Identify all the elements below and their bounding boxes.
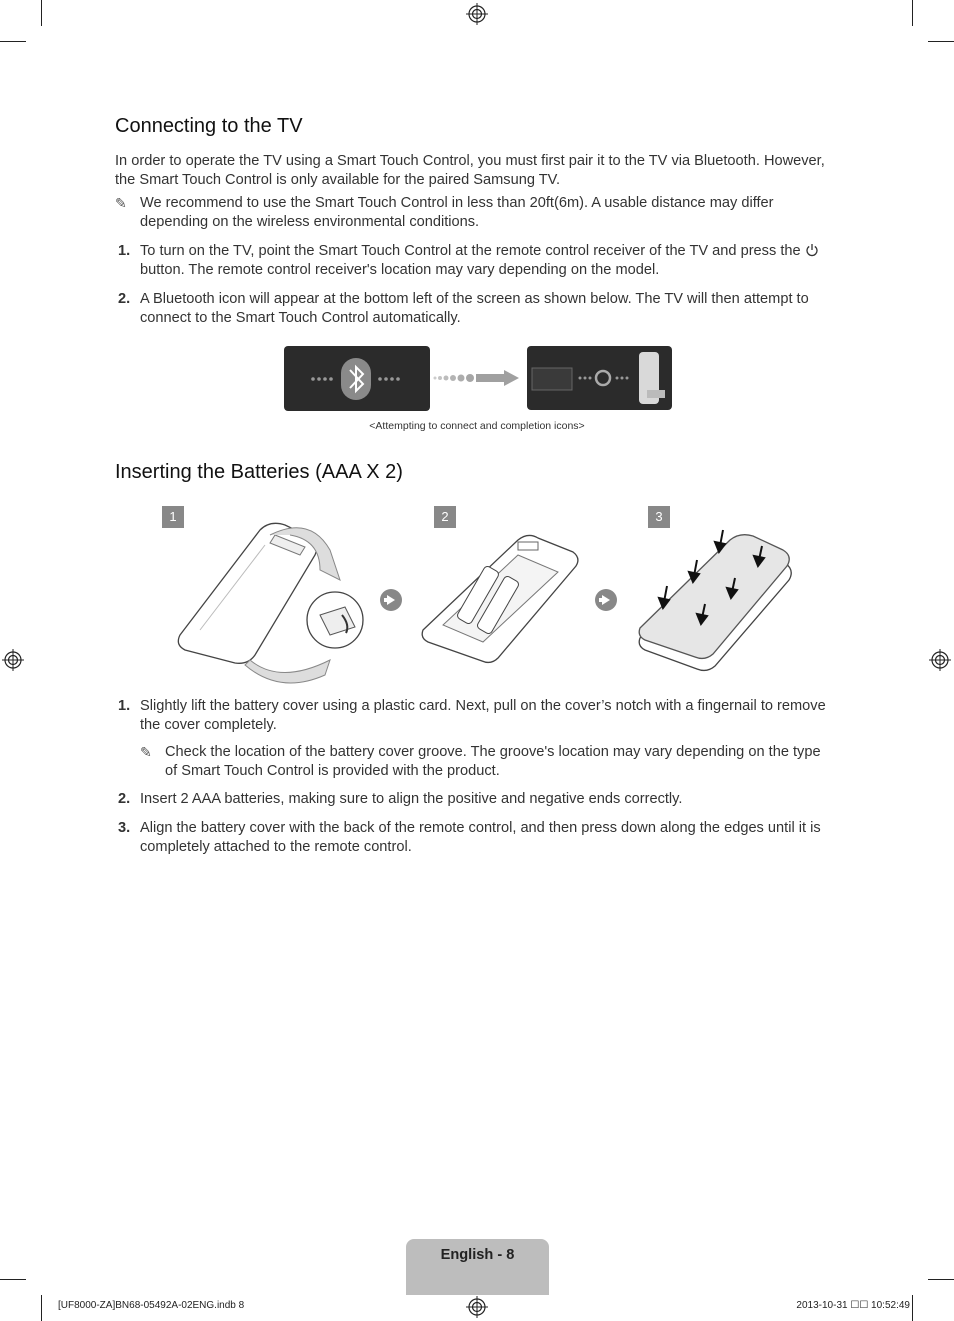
note-text: Check the location of the battery cover groove. The groove's location may vary depending on the type of Smart Touch Control is provided with the product. [165,744,821,779]
step-text-part: To turn on the TV, point the Smart Touch Control at the remote control receiver of the TV and press the [140,243,801,259]
step-text [140,242,835,280]
step-1 [115,242,835,282]
completed-panel [527,346,672,410]
registration-mark-icon [929,649,951,671]
step-number: 1. [118,698,131,714]
step-2 [115,290,835,330]
step-text: A Bluetooth icon will appear at the bottom left of the screen as shown below. The TV will then attempt to connect to the Smart Touch Control automatically. [140,291,809,326]
power-icon [805,243,819,257]
arrow-right-circle-icon [594,588,618,612]
replace-cover-illustration [635,528,800,673]
note-groove [140,743,835,781]
print-slug-date: 2013-10-31 ☐☐ 10:52:49 [796,1300,910,1311]
crop-mark [912,0,913,26]
intro-paragraph: In order to operate the TV using a Smart Touch Control, you must first pair it to the TV via Bluetooth. However, the Smart Touch Control is only available for the paired Samsung TV. [115,153,825,188]
step-number: 2. [118,291,131,307]
crop-mark [0,1279,26,1280]
battery-step-1 [115,697,835,737]
arrow-right-icon [432,369,520,387]
crop-mark [41,0,42,26]
note-distance [115,194,840,232]
step-number: 2. [118,791,131,807]
note-text: We recommend to use the Smart Touch Control in less than 20ft(6m). A usable distance may differ depending on the wireless environmental conditions. [140,195,774,230]
insert-batteries-illustration [418,530,583,665]
crop-mark [928,1279,954,1280]
page-number-label: English - 8 [440,1247,515,1263]
registration-mark-icon [466,1296,488,1318]
step-number: 1. [118,243,131,259]
print-slug-file: [UF8000-ZA]BN68-05492A-02ENG.indb 8 [58,1300,245,1311]
step-text: Slightly lift the battery cover using a plastic card. Next, pull on the cover’s notch with a fingernail to remove the cover completely. [140,698,826,733]
step-text: Insert 2 AAA batteries, making sure to align the positive and negative ends correctly. [140,791,683,807]
crop-mark [912,1295,913,1321]
crop-mark [0,41,26,42]
section-title-connecting: Connecting to the TV [115,115,303,137]
battery-step-3 [115,819,835,859]
figure-caption: <Attempting to connect and completion icons> [369,420,585,432]
step-text: Align the battery cover with the back of the remote control, and then press down along the edges until it is completely attached to the remote control. [140,820,821,855]
pencil-note-icon: ✎ [115,195,127,211]
bluetooth-icon [284,346,430,411]
registration-mark-icon [466,3,488,25]
figure-badge-1: 1 [162,506,184,528]
remove-cover-illustration [170,515,380,685]
pencil-note-icon: ✎ [140,744,152,760]
crop-mark [928,41,954,42]
arrow-right-circle-icon [379,588,403,612]
connecting-panel [284,346,430,411]
crop-mark [41,1295,42,1321]
step-text-part: button. The remote control receiver's location may vary depending on the model. [140,262,660,278]
registration-mark-icon [2,649,24,671]
figure-badge-3: 3 [648,506,670,528]
figure-badge-2: 2 [434,506,456,528]
battery-step-2 [115,790,835,810]
step-number: 3. [118,820,131,836]
section-title-batteries: Inserting the Batteries (AAA X 2) [115,461,403,483]
